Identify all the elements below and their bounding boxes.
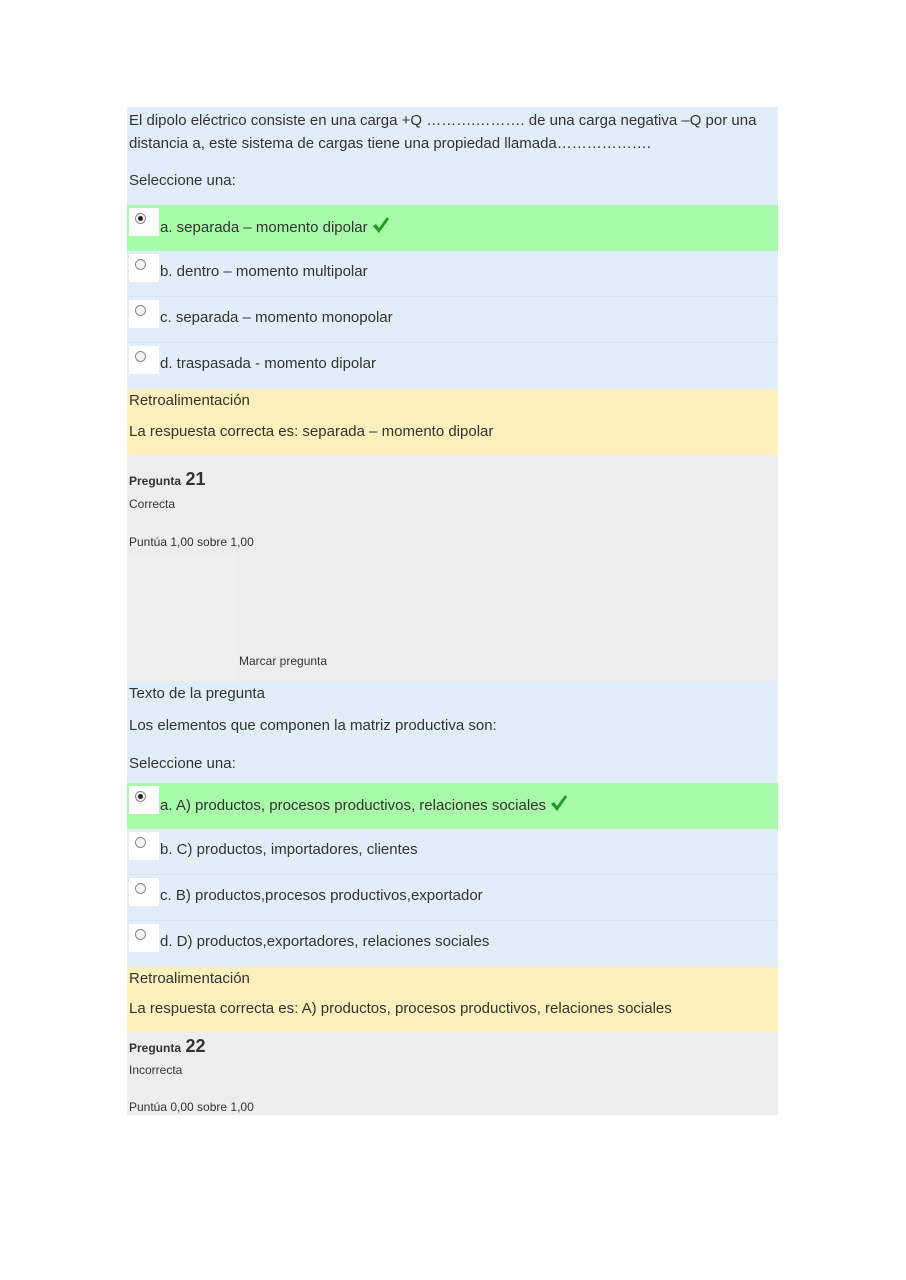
radio-icon[interactable] [135, 837, 146, 848]
option-a[interactable] [127, 783, 778, 829]
radio-icon[interactable] [135, 213, 146, 224]
option-a[interactable] [127, 205, 778, 251]
option-c[interactable] [127, 875, 778, 921]
radio-container [129, 300, 159, 328]
radio-container [129, 346, 159, 374]
question-score: Puntúa 1,00 sobre 1,00 [127, 531, 778, 555]
option-label: b. dentro – momento multipolar [160, 263, 368, 280]
question-text: Los elementos que componen la matriz productiva son: [127, 712, 778, 746]
feedback-text: La respuesta correcta es: separada – momento dipolar [127, 420, 778, 455]
radio-icon[interactable] [135, 883, 146, 894]
radio-icon[interactable] [135, 929, 146, 940]
radio-container [129, 208, 159, 236]
feedback-text: La respuesta correcta es: A) productos, procesos productivos, relaciones sociales [127, 997, 778, 1032]
option-label: d. traspasada - momento dipolar [160, 355, 376, 372]
option-b[interactable] [127, 251, 778, 297]
radio-container [129, 878, 159, 906]
option-b[interactable] [127, 829, 778, 875]
select-prompt: Seleccione una: [127, 746, 778, 783]
flag-question-link[interactable]: Marcar pregunta [239, 654, 328, 668]
flag-area [127, 555, 778, 681]
checkmark-icon [372, 216, 390, 240]
option-label: c. B) productos,procesos productivos,exportador [160, 887, 483, 904]
question-status: Correcta [127, 493, 778, 531]
option-label: c. separada – momento monopolar [160, 309, 393, 326]
question-number: Pregunta 21 [127, 455, 778, 493]
radio-icon[interactable] [135, 259, 146, 270]
question-text-heading: Texto de la pregunta [127, 681, 778, 712]
option-label: d. D) productos,exportadores, relaciones sociales [160, 933, 490, 950]
checkmark-icon [550, 794, 568, 818]
quiz-column [127, 107, 778, 1115]
select-prompt: Seleccione una: [127, 159, 778, 205]
option-label: a. separada – momento dipolar [160, 216, 390, 240]
option-c[interactable] [127, 297, 778, 343]
radio-icon[interactable] [135, 305, 146, 316]
flag-placeholder [127, 555, 237, 681]
option-label: a. A) productos, procesos productivos, relaciones sociales [160, 794, 568, 818]
question-score: Puntúa 0,00 sobre 1,00 [127, 1093, 778, 1115]
radio-container [129, 786, 159, 814]
option-label: b. C) productos, importadores, clientes [160, 841, 418, 858]
feedback-title: Retroalimentación [127, 389, 778, 420]
question-number: Pregunta 22 [127, 1032, 778, 1059]
option-d[interactable] [127, 343, 778, 389]
radio-container [129, 924, 159, 952]
radio-container [129, 832, 159, 860]
question-text: El dipolo eléctrico consiste en una carga +Q ……….………. de una carga negativa –Q por una distancia a, este sistema de cargas tiene una propiedad llamada………………. [127, 107, 778, 159]
option-d[interactable] [127, 921, 778, 967]
radio-container [129, 254, 159, 282]
radio-icon[interactable] [135, 791, 146, 802]
question-status: Incorrecta [127, 1059, 778, 1093]
radio-icon[interactable] [135, 351, 146, 362]
feedback-title: Retroalimentación [127, 967, 778, 997]
